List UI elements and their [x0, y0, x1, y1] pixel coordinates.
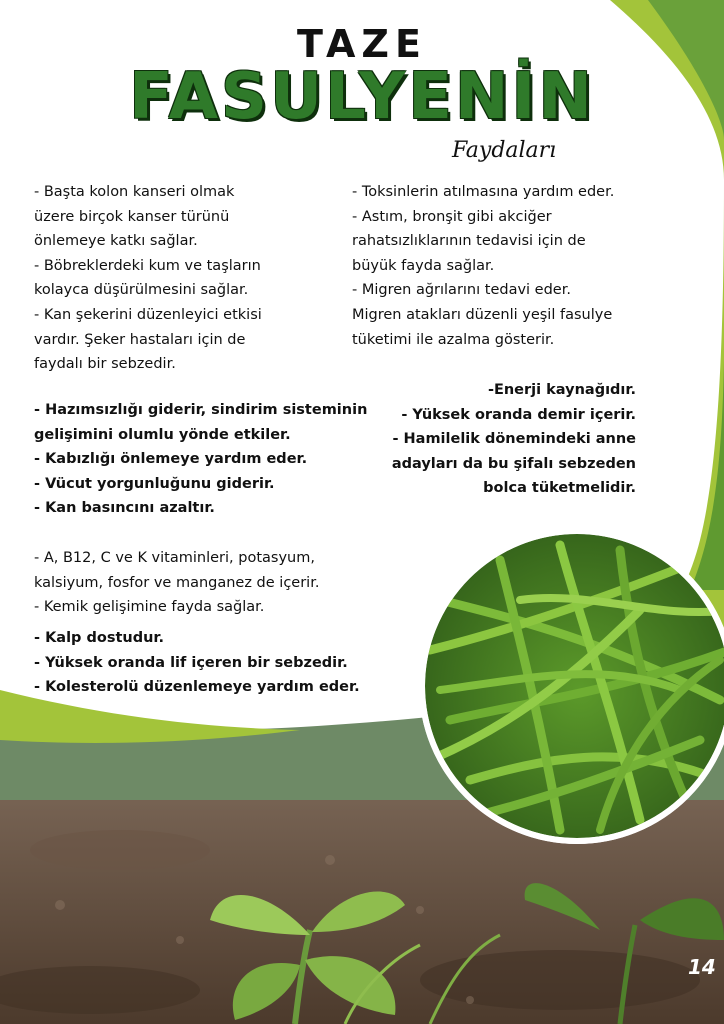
text-line: rahatsızlıklarının tedavisi için de [352, 233, 586, 250]
title-taze: TAZE [297, 22, 427, 66]
text-line: - Kolesterolü düzenlemeye yardım eder. [34, 679, 360, 696]
text-line: - Başta kolon kanseri olmak [34, 184, 235, 200]
text-line: büyük fayda sağlar. [352, 257, 495, 274]
benefits-left-top [34, 180, 262, 377]
text-line: - Toksinlerin atılmasına yardım eder. [352, 184, 615, 200]
text-line: - Kemik gelişimine fayda sağlar. [34, 599, 265, 616]
text-line: - A, B12, C ve K vitaminleri, potasyum, [34, 550, 315, 566]
text-line: üzere birçok kanser türünü [34, 208, 230, 225]
benefits-left-mid [34, 398, 367, 521]
text-line: kalsiyum, fosfor ve manganez de içerir. [34, 574, 320, 591]
text-line: bolca tüketmelidir. [483, 480, 636, 497]
text-line: -Enerji kaynağıdır. [487, 382, 636, 398]
text-line: önlemeye katkı sağlar. [34, 233, 198, 250]
text-line: - Yüksek oranda lif içeren bir sebzedir. [34, 654, 348, 671]
benefits-vitamins [34, 546, 319, 620]
text-line: - Kalp dostudur. [34, 630, 165, 646]
text-line: - Vücut yorgunluğunu giderir. [34, 475, 275, 492]
text-line: - Kabızlığı önlemeye yardım eder. [34, 451, 308, 468]
text-line: - Hazımsızlığı giderir, sindirim sisteminin [34, 402, 368, 418]
text-line: - Hamilelik dönemindeki anne [392, 431, 636, 448]
text-line: Migren atakları düzenli yeşil fasulye [352, 306, 613, 323]
title-faydalari: Faydaları [452, 138, 557, 163]
text-line: faydalı bir sebzedir. [34, 356, 176, 373]
text-line: - Kan şekerini düzenleyici etkisi [34, 306, 262, 323]
text-line: - Astım, bronşit gibi akciğer [352, 208, 552, 225]
text-line: - Migren ağrılarını tedavi eder. [352, 282, 571, 299]
page-number: 14 [688, 955, 716, 979]
text-line: - Yüksek oranda demir içerir. [401, 406, 636, 423]
title-fasulyenin: FASULYENİN [129, 60, 595, 134]
text-line: - Böbreklerdeki kum ve taşların [34, 257, 261, 274]
benefits-left-bottom [34, 626, 360, 700]
benefits-right-top [352, 180, 614, 352]
text-line: - Kan basıncını azaltır. [34, 500, 215, 517]
text-line: adayları da bu şifalı sebzeden [391, 455, 636, 472]
benefits-right-mid [372, 378, 636, 501]
text-line: tüketimi ile azalma gösterir. [352, 331, 555, 348]
text-line: vardır. Şeker hastaları için de [34, 331, 246, 348]
text-line: gelişimini olumlu yönde etkiler. [34, 426, 291, 443]
text-line: kolayca düşürülmesini sağlar. [34, 282, 249, 299]
